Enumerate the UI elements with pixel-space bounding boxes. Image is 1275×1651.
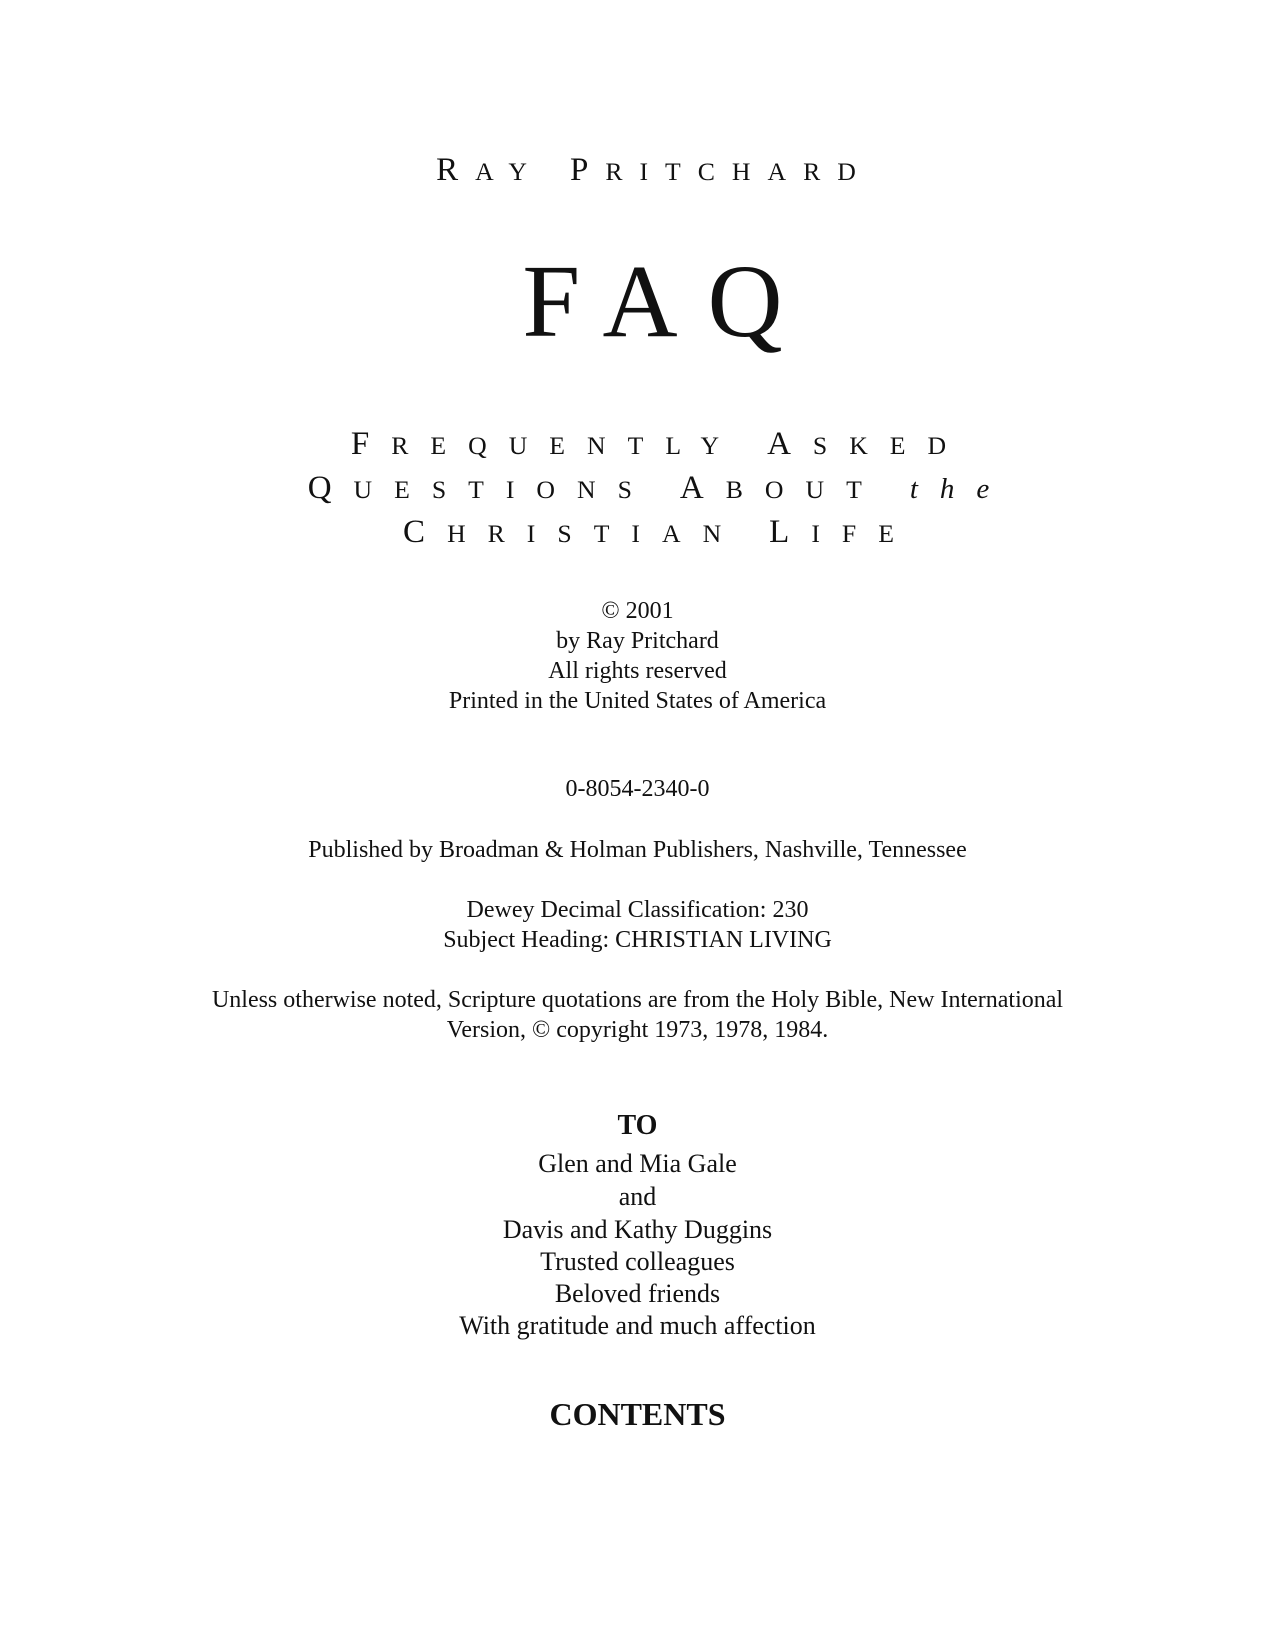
subtitle-line-3: [0, 514, 1275, 551]
subtitle-word-rest: REQUENTLY: [391, 431, 742, 460]
copyright-author: by Ray Pritchard: [556, 628, 719, 654]
dedication-line: and: [618, 1182, 657, 1211]
scripture-note-line-1: Unless otherwise noted, Scripture quotations are from the Holy Bible, New International: [211, 987, 1064, 1013]
copyright-year: © 2001: [601, 598, 674, 624]
dedication-line: Glen and Mia Gale: [538, 1149, 737, 1178]
dedication-line: With gratitude and much affection: [459, 1311, 816, 1340]
author-first-initial: R: [436, 152, 476, 188]
author-name: [0, 152, 1275, 189]
dedication-line: Davis and Kathy Duggins: [502, 1215, 773, 1244]
subtitle-word-initial: F: [350, 426, 392, 462]
author-first-rest: AY: [475, 157, 544, 186]
publisher-line: Published by Broadman & Holman Publishers, Nashville, Tennessee: [308, 837, 967, 863]
subtitle-connector: the: [909, 473, 1012, 505]
dewey-classification: Dewey Decimal Classification: 230: [466, 897, 809, 923]
author-last-initial: P: [569, 152, 606, 188]
scripture-note-line-2: Version, © copyright 1973, 1978, 1984.: [446, 1017, 829, 1043]
subtitle-word-initial: A: [767, 426, 813, 462]
isbn: 0-8054-2340-0: [565, 776, 710, 802]
subtitle-word-initial: L: [769, 514, 812, 550]
subtitle-word-initial: C: [403, 514, 448, 550]
subtitle-word-rest: UESTIONS: [353, 475, 654, 504]
subtitle-word-rest: IFE: [811, 519, 916, 548]
dedication-line: Beloved friends: [554, 1279, 721, 1308]
subtitle-word-rest: HRISTIAN: [447, 519, 744, 548]
author-last-rest: RITCHARD: [605, 157, 873, 186]
dedication-line: Trusted colleagues: [540, 1247, 735, 1276]
subtitle-word-initial: Q: [307, 470, 354, 506]
subtitle-word-rest: SKED: [812, 431, 969, 460]
dedication-heading: TO: [617, 1110, 658, 1141]
subtitle-word-rest: BOUT: [725, 475, 884, 504]
contents-heading: CONTENTS: [549, 1396, 726, 1432]
subtitle-line-2: [0, 470, 1275, 507]
subject-heading: Subject Heading: CHRISTIAN LIVING: [443, 927, 832, 953]
book-title: FAQ: [522, 244, 813, 359]
copyright-printed: Printed in the United States of America: [448, 688, 827, 714]
subtitle-line-1: [0, 426, 1275, 463]
subtitle-word-initial: A: [679, 470, 726, 506]
copyright-rights: All rights reserved: [548, 658, 727, 684]
